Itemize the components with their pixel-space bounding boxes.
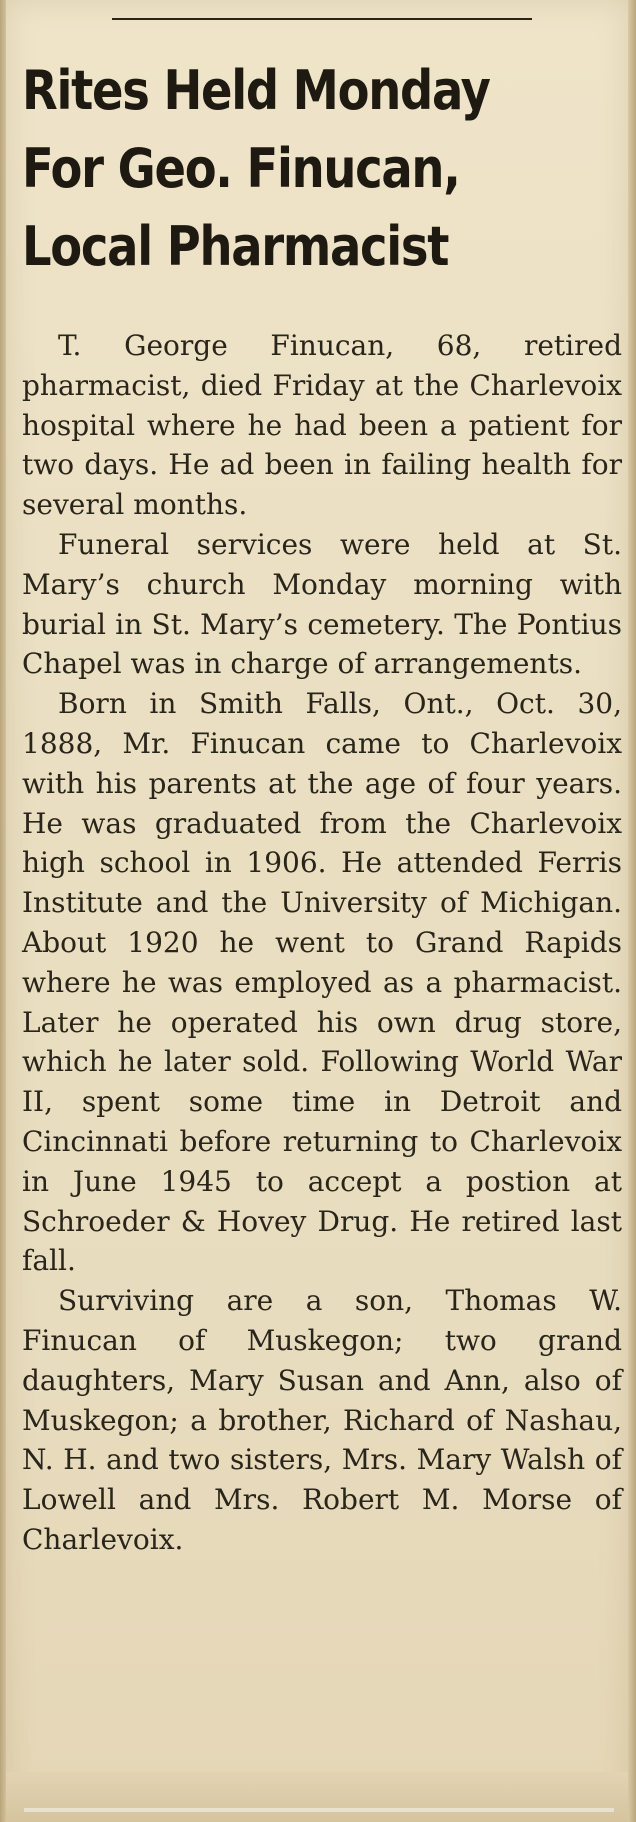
clipping-right-edge <box>628 0 636 1822</box>
top-rule <box>112 18 532 20</box>
paragraph-survivors: Surviving are a son, Thomas W. Finucan of Muskegon; two grand daughters, Mary Susan and Ann, also of Muskegon; a brother, Richard of Nashau, N. H. and two sisters, Mrs. Mary Walsh of Lowell and Mrs. Robert M. Morse of Charlevoix. <box>22 1284 622 1556</box>
article-body <box>22 326 622 1560</box>
newspaper-clipping <box>6 0 628 1822</box>
headline <box>22 52 538 286</box>
headline-line-1: Rites Held Monday <box>22 59 490 122</box>
paragraph-funeral: Funeral services were held at St. Mary’s church Monday morning with burial in St. Mary’s cemetery. The Pontius Chapel was in charge of arrangements. <box>22 527 622 681</box>
headline-line-2: For Geo. Finucan, <box>22 137 460 200</box>
paragraph-biography: Born in Smith Falls, Ont., Oct. 30, 1888, Mr. Finucan came to Charlevoix with his parents at the age of four years. He was graduated from the Charlevoix high school in 1906. He attended Ferris Institute and the University of Michigan. About 1920 he went to Grand Rapids where he was employed as a pharmacist. Later he operated his own drug store, which he later sold. Following World War II, spent some time in Detroit and Cincinnati before returning to Charlevoix in June 1945 to accept a postion at Schroeder & Hovey Drug. He retired last fall. <box>22 687 622 1278</box>
bottom-rule <box>24 1808 614 1812</box>
headline-line-3: Local Pharmacist <box>22 215 449 278</box>
clipping-bottom-fold <box>6 1772 628 1822</box>
paragraph-death-notice: T. George Finucan, 68, retired pharmacist, died Friday at the Charlevoix hospital where he had been a patient for two days. He ad been in failing health for several months. <box>22 329 622 522</box>
